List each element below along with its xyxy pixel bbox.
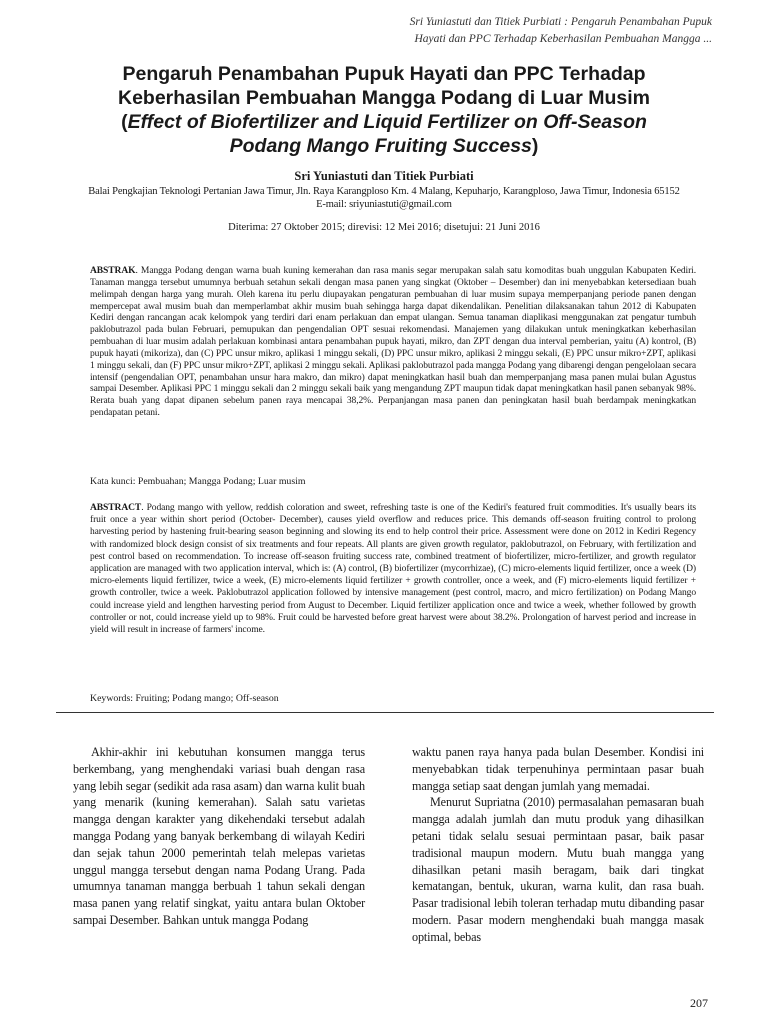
title-line-2: Keberhasilan Pembuahan Mangga Podang di Luar Musim — [117, 87, 650, 109]
running-header-line1: Sri Yuniastuti dan Titiek Purbiati : Pengaruh Penambahan Pupuk — [409, 16, 712, 28]
paper-title — [40, 62, 728, 158]
title-close-paren: ) — [531, 135, 539, 157]
page-number: 207 — [690, 996, 708, 1010]
body-column-left — [73, 744, 365, 929]
abstract-heading: ABSTRACT — [90, 502, 142, 513]
affiliation: Balai Pengkajian Teknologi Pertanian Jawa Timur, Jln. Raya Karangploso Km. 4 Malang, Kepuharjo, Karangploso, Jawa Timur, Indonesia 65152 — [88, 186, 680, 197]
title-english-text-2: Podang Mango Fruiting Success — [229, 135, 532, 157]
title-open-paren: ( — [121, 111, 128, 133]
title-line-1: Pengaruh Penambahan Pupuk Hayati dan PPC Terhadap — [122, 63, 646, 85]
submission-dates: Diterima: 27 Oktober 2015; direvisi: 12 Mei 2016; disetujui: 21 Juni 2016 — [228, 222, 540, 233]
title-english-line-2 — [40, 134, 728, 158]
authors: Sri Yuniastuti dan Titiek Purbiati — [294, 169, 474, 183]
title-english-line-1 — [40, 110, 728, 134]
email: E-mail: sriyuniastuti@gmail.com — [316, 199, 452, 210]
body-paragraph: waktu panen raya hanya pada bulan Desember. Kondisi ini menyebabkan tidak terpenuhinya permintaan pasar buah mangga setiap saat dengan jumlah yang memadai. — [412, 745, 704, 793]
body-paragraph: Akhir-akhir ini kebutuhan konsumen mangga terus berkembang, yang menghendaki variasi buah dengan rasa yang lebih segar (sedikit ada rasa asam) dan warna kulit buah yang menarik (kuning kemerahan). Salah satu varietas mangga dengan karakter yang dikehendaki tersebut adalah mangga Podang yang banyak berkembang di wilayah Kediri dan sejak tahun 2000 pemerintah telah melepas varietas unggul mangga tersebut dengan nama Podang Urang. Pada umumnya tanaman mangga berbuah 1 tahun sekali dengan masa panen yang relatif singkat, yaitu antara bulan Oktober sampai Desember. Bahkan untuk mangga Podang — [73, 745, 365, 927]
abstract-paragraph — [90, 502, 696, 636]
abstrak-heading: ABSTRAK — [90, 265, 136, 276]
kata-kunci: Kata kunci: Pembuahan; Mangga Podang; Luar musim — [90, 476, 306, 487]
body-column-right — [412, 744, 704, 946]
abstract-text: . Podang mango with yellow, reddish coloration and sweet, refreshing taste is one of the Kediri's featured fruit commodities. It's usually bears its fruit once a year within short period (October- December), causes yield overflow and reduces price. This demands off-season fruiting control to prolong harvesting period by hastening fruit-bearing season beginning and slowing its end to help control their price. Assessment were done on 2012 in Kediri Regency with randomized block design consist of six treatments and four repeats. All plants are given growth regulator, paklobutrazol, on February, with fertilization and pest control based on recommendation. To increase off-season fruiting success rate, combined treatment of biofertilizer, micro-fertilizer, and growth regulator application are managed with two application interval, which is: (A) control, (B) biofertilizer (mycorrhizae), (C) micro-elements liquid fertilizer, once a week (D) micro-elements liquid fertilizer, twice a week, (E) micro-elements liquid fertilizer + growth controller, once a week, and (F) micro-elements liquid fertilizer + growth controller, twice a week. Paklobutrazol application followed by intensive management (pest control, macro, and micro fertilization) on Podang Mango could increase yield and lengthen harvesting period from August to December. Liquid fertilizer application once and twice a week, whether followed by growth controller or not, could increase yield up to 98%. Fruit could be harvested before great harvest were about 38.2%. Prolongation of harvest period and increase in yield will result in increase of farmers' income. — [90, 502, 696, 636]
running-header — [242, 14, 712, 48]
section-divider — [56, 712, 714, 713]
abstrak-paragraph — [90, 265, 696, 419]
abstrak-text: . Mangga Podang dengan warna buah kuning kemerahan dan rasa manis segar merupakan salah satu komoditas buah unggulan Kabupaten Kediri. Tanaman mangga tersebut umumnya berbuah setahun sekali dengan masa panen yang singkat (Oktober – Desember) dan ini menyebabkan ketersediaan buah melimpah dengan harga yang murah. Oleh karena itu perlu diupayakan pengaturan pembuahan di luar musim supaya memperpanjang periode panen dengan mempercepat awal musim buah dan memperlambat akhir musim buah sehingga harga dapat dikendalikan. Penelitian dilaksanakan tahun 2012 di Kabupaten Kediri dengan rancangan acak kelompok yang terdiri dari enam perlakuan dan empat ulangan. Semua tanaman diaplikasi menggunakan zat pengatur tumbuh paklobutrazol pada bulan Februari, pemupukan dan pengendalian OPT sesuai rekomendasi. Manajemen yang dilakukan untuk meningkatkan keberhasilan pembuahan di luar musim adalah perlakuan kombinasi antara penambahan pupuk hayati, mikro, dan ZPT dengan dua interval pemberian, yaitu (A) kontrol, (B) pupuk hayati (mikoriza), dan (C) PPC unsur mikro, aplikasi 1 minggu sekali, (D) PPC unsur mikro, aplikasi 2 minggu sekali, (E) PPC unsur mikro+ZPT, aplikasi 1 minggu sekali, dan (F) PPC unsur mikro+ZPT, aplikasi 2 minggu sekali. Aplikasi paklobutrazol pada mangga Podang yang dibarengi dengan pengelolaan secara intensif (pengendalian OPT, penambahan unsur hara makro, dan mikro) dapat meningkatkan hasil buah dan memperpanjang masa panen mulai bulan Agustus sampai Desember. Aplikasi PPC 1 minggu sekali dan 2 minggu sekali baik yang mengandung ZPT maupun tidak dapat meningkatkan hasil panen sebanyak 98%. Rerata buah yang dapat dipanen sebelum panen raya mencapai 38,2%. Perpanjangan masa panen dan peningkatan hasil buah berdampak meningkatkan pendapatan petani. — [90, 265, 696, 419]
keywords: Keywords: Fruiting; Podang mango; Off-season — [90, 693, 279, 704]
body-paragraph: Menurut Supriatna (2010) permasalahan pemasaran buah mangga adalah jumlah dan mutu produk yang dihasilkan petani tidak selalu sesuai permintaan pasar, baik pasar tradisional maupun modern. Mutu buah mangga yang dihasilkan petani masih beragam, baik dari tingkat kematangan, bentuk, ukuran, warna kulit, dan rasa buah. Pasar tradisional lebih toleran terhadap mutu dibanding pasar modern. Pasar modern menghendaki buah mangga masak optimal, bebas — [412, 795, 704, 944]
running-header-line2: Hayati dan PPC Terhadap Keberhasilan Pembuahan Mangga ... — [414, 33, 712, 45]
title-english-text-1: Effect of Biofertilizer and Liquid Fertilizer on Off-Season — [127, 111, 647, 133]
affiliation-block — [40, 185, 728, 211]
